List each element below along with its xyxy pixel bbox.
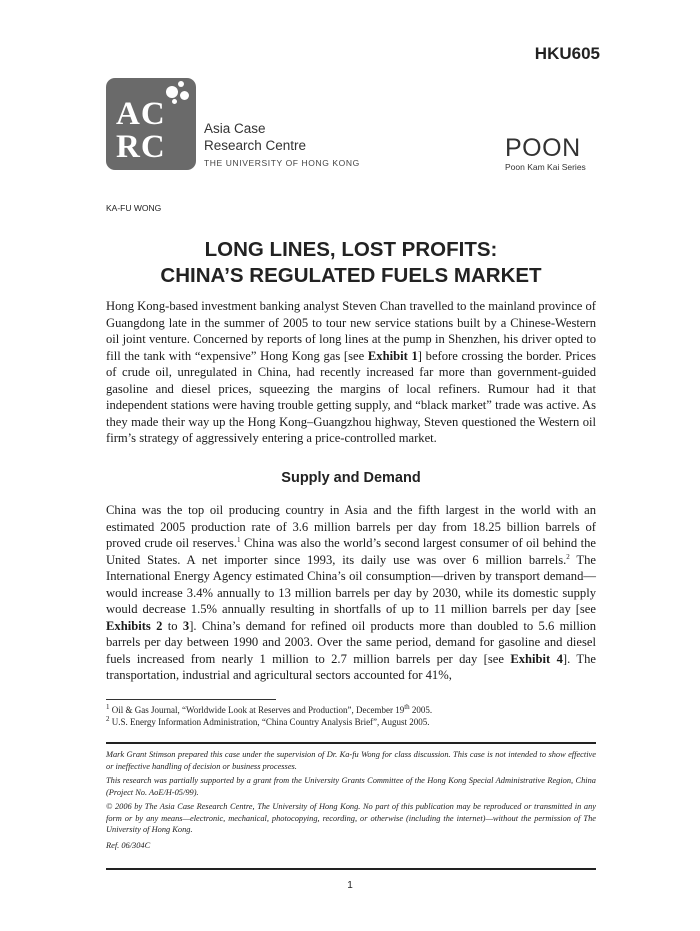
footnote-1 — [106, 704, 596, 716]
logo-dot-tiny — [172, 99, 177, 104]
title-line2: CHINA’S REGULATED FUELS MARKET — [160, 264, 542, 287]
credits-rule-bottom — [106, 868, 596, 870]
acrc-logo-line1: AC — [116, 96, 166, 132]
footnote-1-number: 1 — [106, 703, 110, 711]
section-text-b: China was also the world’s second largest consumer of oil behind the United States. A net importer since 1993, its daily use was over 6 million barrels. — [106, 536, 596, 567]
credits-copyright: © 2006 by The Asia Case Research Centre, The University of Hong Kong. No part of this publication may be reproduced or transmitted in any form or by any means—electronic, mechanical, photocopying, recording, or otherwise (including the internet)—without the permission of The University of Hong Kong. — [106, 802, 596, 834]
acrc-name-line1: Asia Case — [204, 121, 266, 136]
footnote-rule — [106, 699, 276, 700]
poon-logo-subtitle: Poon Kam Kai Series — [505, 162, 586, 172]
intro-paragraph — [106, 298, 596, 447]
page-title — [106, 237, 596, 289]
credits-rule-top — [106, 742, 596, 744]
acrc-logo — [106, 78, 196, 170]
credits-authorship: Mark Grant Stimson prepared this case under the supervision of Dr. Ka-fu Wong for class discussion. This case is not intended to show effective or ineffective handling of decision or business processes. — [106, 750, 596, 771]
logo-dot-medium — [180, 91, 189, 100]
acrc-name-line2: Research Centre — [204, 138, 307, 153]
footnote-2-text: U.S. Energy Information Administration, “China Country Analysis Brief”, August 2005. — [109, 717, 430, 727]
exhibit-1-ref: Exhibit 1 — [367, 348, 418, 363]
footnote-1-sup: th — [404, 703, 410, 711]
footnote-1-text-a: Oil & Gas Journal, “Worldwide Look at Reserves and Production”, December 19 — [109, 705, 405, 715]
section-heading: Supply and Demand — [281, 470, 421, 486]
section-paragraph — [106, 502, 596, 684]
section-text-c: The International Energy Agency estimated China’s oil consumption—driven by transport demand—would increase 3.4% annually to 13 million barrels per day by 2030, while its domestic supply would decrease 1.5% annually resulting in shortfalls of up to 11 million barrels per day [see — [106, 552, 596, 616]
intro-text-a: Hong Kong-based investment banking analyst Steven Chan travelled to the mainland province of Guangdong late in the summer of 2005 to tour new service stations built by a Chinese-Western oil joint venture. Concerned by reports of long lines at the pump in Shenzhen, his driver opted to fill the tank with “expensive” Hong Kong gas [see — [106, 299, 596, 363]
footnote-2 — [106, 716, 596, 728]
section-text-to: to — [162, 618, 183, 633]
exhibit-4-ref: Exhibit 4 — [510, 651, 563, 666]
case-code: HKU605 — [534, 44, 600, 63]
exhibit-3-ref: 3 — [182, 618, 190, 633]
section-text-a: China was the top oil producing country in Asia and the fifth largest in the world with an estimated 2005 production rate of 3.6 million barrels per day from 18.25 billion barrels of proved crude oil reserves. — [106, 503, 596, 550]
footnote-1-text-b: 2005. — [409, 705, 433, 715]
acrc-university: THE UNIVERSITY OF HONG KONG — [204, 158, 360, 168]
credits-reference: Ref. 06/304C — [106, 841, 151, 850]
footnote-2-number: 2 — [106, 715, 110, 723]
author: KA-FU WONG — [106, 203, 162, 213]
logo-dot-large — [166, 86, 178, 98]
credits-funding: This research was partially supported by a grant from the University Grants Committee of the Hong Kong Special Administrative Region, China (Project No. AoE/H-05/99). — [106, 776, 596, 797]
page-number: 1 — [347, 880, 353, 891]
title-line1: LONG LINES, LOST PROFITS: — [204, 238, 498, 261]
poon-logo: POON — [505, 134, 581, 162]
section-text-e: ]. The transportation, industrial and agricultural sectors accounted for 41%, — [106, 651, 596, 682]
exhibits-2-ref: Exhibits 2 — [106, 618, 163, 633]
footnote-ref-1: 1 — [237, 535, 241, 544]
intro-text-b: ] before crossing the border. Prices of crude oil, unregulated in China, had recently increased far more than government-guided gasoline and diesel prices, squeezing the margins of local refiners. Rumour had it that independent stations were having trouble getting supply, and “black market” trade was active. As they made their way up the Hong Kong–Guangzhou highway, Steven questioned the Western oil firm’s strategy of aggressively entering a price-controlled market. — [106, 348, 596, 445]
footnote-ref-2: 2 — [566, 552, 570, 561]
acrc-logo-line2: RC — [116, 129, 166, 165]
logo-dot-small — [178, 81, 184, 87]
section-text-d: ]. China’s demand for refined oil products more than doubled to 5.6 million barrels per day between 1990 and 2003. Over the same period, demand for gasoline and diesel fuels increased from nearly 1 million to 2.7 million barrels per day [see — [106, 618, 596, 666]
